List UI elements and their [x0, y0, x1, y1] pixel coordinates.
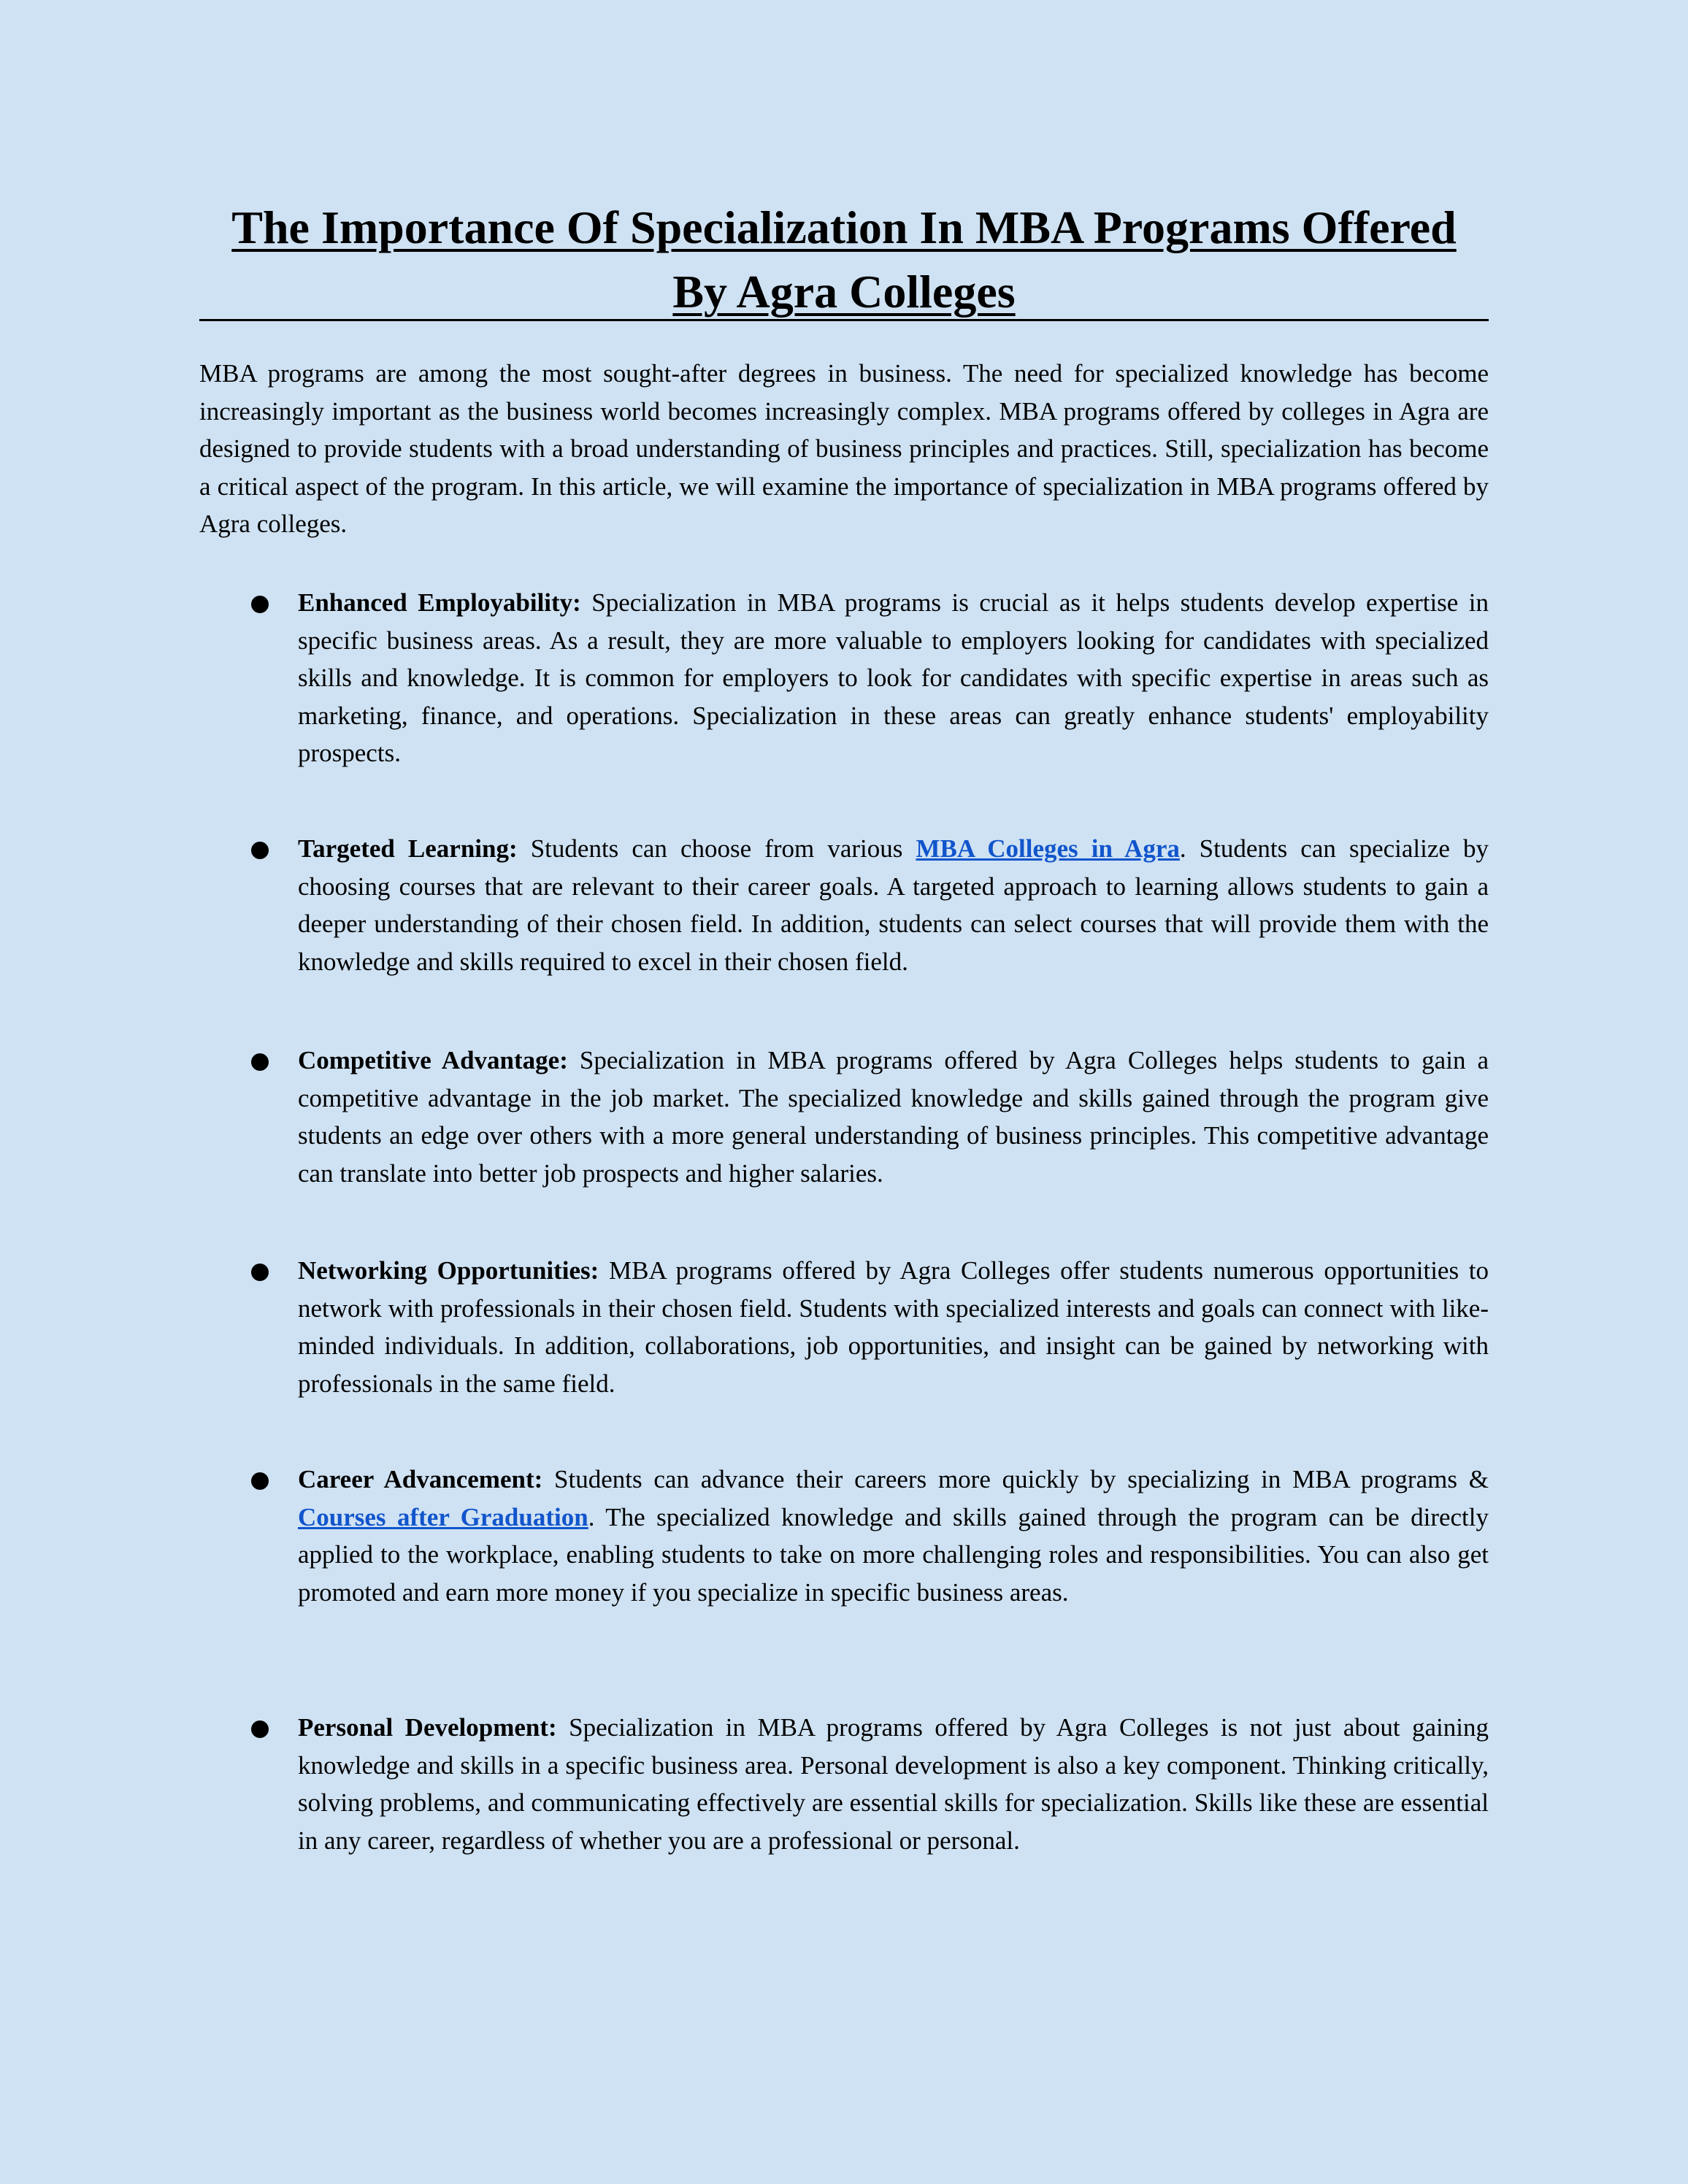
intro-paragraph: MBA programs are among the most sought-after degrees in business. The need for specialized knowledge has become increasingly important as the business world becomes increasingly complex. MBA programs offered by colleges in Agra are designed to provide students with a broad understanding of business principles and practices. Still, specialization has become a critical aspect of the program. In this article, we will examine the importance of specialization in MBA programs offered by Agra colleges. — [199, 359, 1489, 538]
list-item — [298, 830, 1489, 980]
list-item — [298, 1252, 1489, 1402]
item-label: Personal Development: — [298, 1713, 557, 1742]
list-item — [298, 1461, 1489, 1611]
item-text-after: . Students can specialize by choosing courses that are relevant to their career goals. A targeted approach to learning allows students to gain a deeper understanding of their chosen field. In addition, students can select courses that will provide them with the knowledge and skills required to excel in their chosen field. — [298, 834, 1489, 976]
list-item — [298, 584, 1489, 772]
list-item — [298, 1709, 1489, 1859]
item-label: Targeted Learning: — [298, 834, 518, 863]
item-link[interactable]: Courses after Graduation — [298, 1502, 588, 1531]
item-text: MBA programs offered by Agra Colleges offer students numerous opportunities to network with professionals in their chosen field. Students with specialized interests and goals can connect with like-minded individuals. In addition, collaborations, job opportunities, and insight can be gained by networking with professionals in the same field. — [298, 1256, 1489, 1398]
item-text: Students can advance their careers more quickly by specializing in MBA programs & — [542, 1465, 1489, 1493]
bullet-icon — [251, 1472, 269, 1490]
item-label: Competitive Advantage: — [298, 1046, 568, 1074]
list-item — [298, 1042, 1489, 1192]
page-title: The Importance Of Specialization In MBA Programs Offered By Agra Colleges — [231, 201, 1457, 318]
bullet-icon — [251, 1264, 269, 1281]
bullet-icon — [251, 596, 269, 613]
item-text: Specialization in MBA programs offered by Agra Colleges is not just about gaining knowledge and skills in a specific business area. Personal development is also a key component. Thinking critically, solving problems, and communicating effectively are essential skills for specialization. Skills like these are essential in any career, regardless of whether you are a professional or personal. — [298, 1713, 1489, 1855]
item-label: Career Advancement: — [298, 1465, 543, 1493]
item-text: Students can choose from various — [517, 834, 916, 863]
item-text: Specialization in MBA programs offered by Agra Colleges helps students to gain a competitive advantage in the job market. The specialized knowledge and skills gained through the program give students an edge over others with a more general understanding of business principles. This competitive advantage can translate into better job prospects and higher salaries. — [298, 1046, 1489, 1188]
title-divider — [199, 319, 1489, 321]
bullet-icon — [251, 1720, 269, 1738]
item-label: Enhanced Employability: — [298, 588, 581, 617]
bullet-icon — [251, 1053, 269, 1071]
item-label: Networking Opportunities: — [298, 1256, 599, 1285]
item-text-after: . The specialized knowledge and skills gained through the program can be directly applied to the workplace, enabling students to take on more challenging roles and responsibilities. You can also get promoted and earn more money if you specialize in specific business areas. — [298, 1502, 1489, 1607]
item-text: Specialization in MBA programs is crucial as it helps students develop expertise in specific business areas. As a result, they are more valuable to employers looking for candidates with specialized skills and knowledge. It is common for employers to look for candidates with specific expertise in areas such as marketing, finance, and operations. Specialization in these areas can greatly enhance students' employability prospects. — [298, 588, 1489, 767]
item-link[interactable]: MBA Colleges in Agra — [916, 834, 1180, 863]
bullet-icon — [251, 842, 269, 859]
